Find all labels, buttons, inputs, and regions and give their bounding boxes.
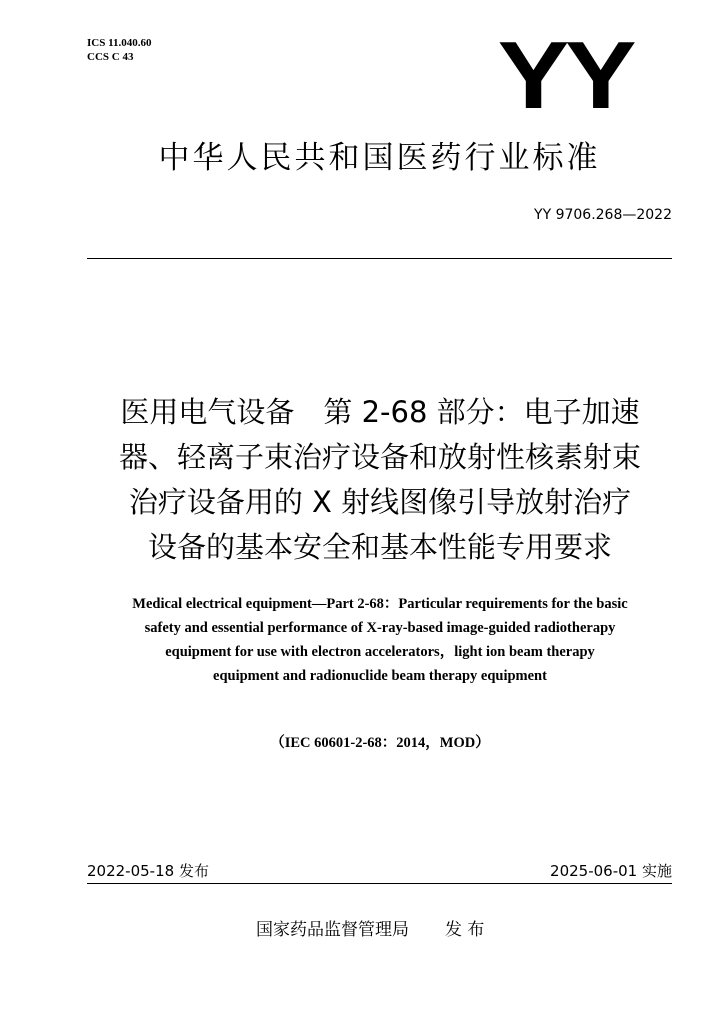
adoption-note: （IEC 60601-2-68：2014，MOD） bbox=[270, 735, 490, 751]
publisher-line bbox=[256, 919, 484, 941]
standard-mark-logo: YY bbox=[497, 22, 632, 129]
publisher-name: 国家药品监督管理局 bbox=[256, 920, 409, 940]
chinese-title-line: 设备的基本安全和基本性能专用要求 bbox=[147, 530, 612, 564]
english-title-line: Medical electrical equipment—Part 2-68：Particular requirements for the basic bbox=[132, 596, 628, 612]
english-title-line: safety and essential performance of X-ray-based image-guided radiotherapy bbox=[144, 620, 616, 636]
issuing-body-title: 中华人民共和国医药行业标准 bbox=[158, 140, 601, 176]
classification-codes bbox=[87, 36, 152, 64]
chinese-title bbox=[80, 390, 680, 570]
header-divider bbox=[87, 258, 672, 259]
publisher-action: 发 布 bbox=[445, 920, 485, 940]
ics-code: ICS 11.040.60 bbox=[87, 37, 152, 49]
footer-divider bbox=[87, 883, 672, 884]
chinese-title-line: 治疗设备用的 X 射线图像引导放射治疗 bbox=[128, 485, 632, 519]
english-title-line: equipment for use with electron accelerators，light ion beam therapy bbox=[165, 644, 595, 660]
english-title-line: equipment and radionuclide beam therapy equipment bbox=[213, 668, 547, 684]
standard-number: YY 9706.268—2022 bbox=[534, 207, 672, 223]
chinese-title-line: 器、轻离子束治疗设备和放射性核素射束 bbox=[118, 440, 641, 474]
implementation-date: 2025-06-01 实施 bbox=[550, 862, 672, 880]
english-title bbox=[80, 592, 680, 688]
chinese-title-line: 医用电气设备 第 2-68 部分：电子加速 bbox=[120, 395, 640, 429]
ccs-code: CCS C 43 bbox=[87, 51, 134, 63]
release-date: 2022-05-18 发布 bbox=[87, 862, 209, 880]
